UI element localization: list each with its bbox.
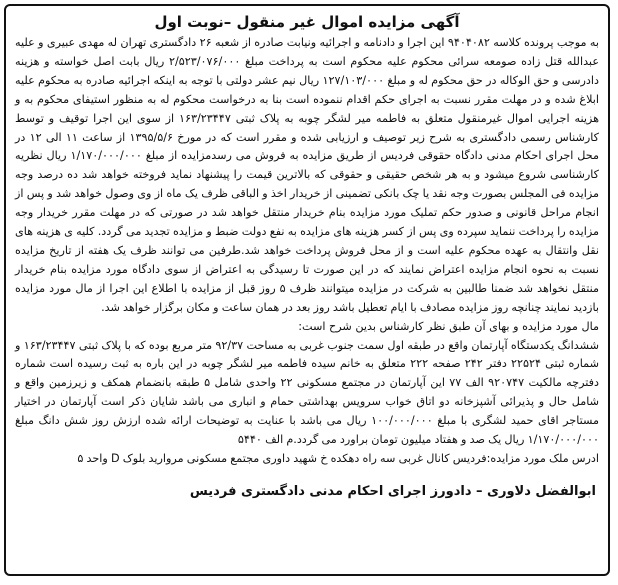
property-description-heading: مال مورد مزایده و بهای آن طبق نظر کارشناس بدین شرح است: xyxy=(298,319,599,333)
property-description: ششدانگ یکدستگاه آپارتمان واقع در طبقه اول سمت جنوب غربی به مساحت ۹۲/۳۷ متر مربع بوده که با پلاک ثبتی ۱۶۳/۲۳۴۴۷ و شماره ثبتی ۲۲۵۲۴ دفتر ۲۴۲ صفحه ۲۲۲ متعلق به خانم سیده فاطمه میر لشگر چوبه در این باره به ثبت رسیده است شماره دفترچه مالکیت ۹۲۰۷۴۷ الف ۷۷ این آپارتمان در مجتمع مسکونی ۲۲ واحدی شامل ۵ طبقه بانضمام همکف و زیرزمین واقع و شامل حال و پذیرائی آشپزخانه دو اتاق خواب سرویس بهداشتی حمام و انباری می باشد شایان ذکر است آپارتمان در اختیار مستاجر اقای حمید لشگری با مبلغ ۱۰۰/۰۰۰/۰۰۰ ریال می باشد با عنایت به توضیحات ارائه شده ارزش روز شش دانگ مبلغ ۱/۱۷۰/۰۰۰/۰۰۰ ریال یک صد و هفتاد میلیون تومان براورد می گردد.م الف ۵۴۴۰ xyxy=(15,338,599,447)
auction-notice xyxy=(4,4,610,576)
property-address: ادرس ملک مورد مزایده:فردیس کانال غربی سه راه دهکده خ شهید داوری مجتمع مسکونی مروارید بلوک D واحد ۵ xyxy=(77,451,599,465)
notice-title: آگهی مزایده اموال غیر منقول –نوبت اول xyxy=(154,13,460,31)
signature: ابوالفضل دلاوری – دادورز اجرای احکام مدنی دادگستری فردیس xyxy=(189,483,596,499)
notice-body-paragraph: به موجب پرونده کلاسه ۹۴۰۴۰۸۲ این اجرا و دادنامه و اجرائیه ونیابت صادره از شعبه ۲۶ دادگستری تهران له مهدی عبیری و علیه عبدالله قتل زاده صومعه سرائی محکوم علیه محکوم است به پرداخت مبلغ ۲/۵۲۳/۰۷۶/۰۰۰ ریال بابت اصل خواسته و هزینه دادرسی و حق الوکاله در حق محکوم له و مبلغ ۱۲۷/۱۰۳/۰۰۰ ریال نیم عشر دولتی با توجه به اینکه اجرائیه صادره به محکوم علیه ابلاغ شده و در مهلت مقرر نسبت به اجرای حکم اقدام ننموده است بنا به درخواست محکوم له به منظور استیفای محکوم به و هزینه اجرایی اموال غیرمنقول متعلق به فاطمه میر لشگر چوبه به پلاک ثبتی ۱۶۳/۲۳۴۴۷ از سوی این اجرا توقیف و توسط کارشناس رسمی دادگستری به شرح زیر توصیف و ارزیابی شده و مقرر است که در مورخ ۱۳۹۵/۵/۶ از ساعت ۱۱ الی ۱۲ در محل اجرای احکام مدنی دادگاه حقوقی فردیس از طریق مزایده به فروش می رسدمزایده از مبلغ ۱/۱۷۰/۰۰۰/۰۰۰ ریال نظریه کارشناسی شروع میشود و به هر شخص حقیقی و حقوقی که بالاترین قیمت را پیشنهاد نماید فروخته خواهد شد ده درصد وجه مزایده فی المجلس بصورت وجه نقد یا چک بانکی تضمینی از خریدار اخذ و الباقی ظرف یک ماه از وی وصول خواهد شد و پس از انجام مراحل قانونی و صدور حکم تملیک مورد مزایده بنام خریدار منتقل خواهد شد در صورتی که در مهلت مقرر خریدار وجه مزایده را پرداخت ننماید سپرده وی پس از کسر هزینه های مزایده به نفع دولت ضبط و مزایده تجدید می گردد. کلیه ی هزینه های نقل وانتقال به عهده محکوم علیه است و از محل فروش پرداخت خواهد شد.طرفین می توانند ظرف یک هفته از تاریخ مزایده نسبت به نحوه انجام مزایده اعتراض نمایند که در این صورت تا رسیدگی به اعتراض از سوی دادگاه مورد مزایده بنام خریدار منتقل نخواهد شد ضمنا طالبین به شرکت در مزایده میتوانند ظرف ۵ روز قبل از مزایده با اطلاع این اجرا از مال مورد مزایده بازدید نمایند چنانچه روز مزایده مصادف با ایام تعطیل باشد روز بعد در همان ساعت و مکان برگزار خواهد شد. xyxy=(15,36,600,314)
